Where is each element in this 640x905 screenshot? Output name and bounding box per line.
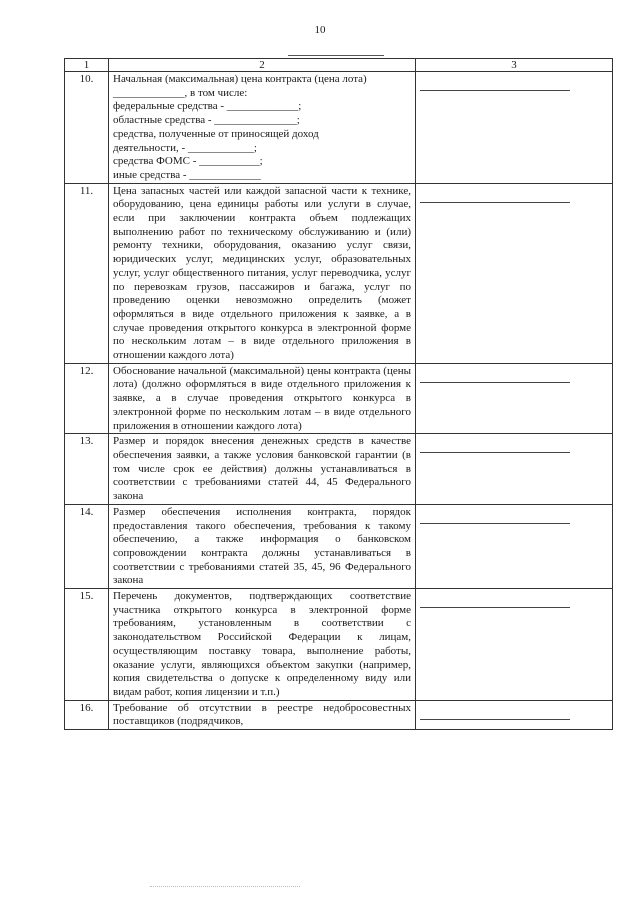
row-text-line: деятельности, - ____________;: [113, 141, 257, 154]
answer-cell[interactable]: [416, 363, 613, 434]
table-row: [65, 589, 613, 701]
answer-field[interactable]: [420, 590, 570, 608]
row-text: [109, 72, 416, 184]
answer-cell[interactable]: [416, 504, 613, 588]
answer-cell[interactable]: [416, 183, 613, 363]
answer-cell[interactable]: [416, 72, 613, 184]
row-text-line: иные средства - _____________: [113, 168, 261, 181]
row-text-line: средства, полученные от приносящей доход: [113, 127, 319, 140]
row-text-line: Начальная (максимальная) цена контракта (цена лота): [113, 73, 367, 85]
row-number: 11.: [65, 183, 109, 363]
scan-artifact-line: [150, 886, 300, 888]
answer-field[interactable]: [420, 506, 570, 524]
table-row: [65, 72, 613, 184]
header-rule: [288, 55, 384, 56]
row-text: Перечень документов, подтверждающих соответствие участника открытого конкурса в электронной форме требованиям, установленным в соответствии с законодательством Российской Федерации к лицам, осуществляющим поставку товара, выполнение работы, оказание услуги, являющихся объектом закупки (например, копия свидетельства о допуске к определенному виду или видам работ, копия лицензии и т.п.): [109, 589, 416, 701]
row-number: 15.: [65, 589, 109, 701]
answer-field[interactable]: [420, 702, 570, 720]
row-text-line: федеральные средства - _____________;: [113, 100, 302, 113]
page-number: 10: [314, 24, 326, 36]
row-text-line: областные средства - _______________;: [113, 114, 300, 127]
table-row: [65, 183, 613, 363]
row-text-line: _____________, в том числе:: [113, 86, 248, 99]
row-number: 14.: [65, 504, 109, 588]
row-text: Цена запасных частей или каждой запасной части к технике, оборудованию, цена единицы работы или услуги в случае, если при заключении контракта объем подлежащих выполнению работ по техническому обслуживанию и (или) ремонту техники, оборудования, оказанию услуг связи, юридических услуг, медицинских услуг, образовательных услуг, услуг общественного питания, услуг переводчика, услуг по перевозкам грузов, пассажиров и багажа, услуг по проведению оценки невозможно определить (может оформляться в виде отдельного приложения к заявке, а в случае проведения открытого конкурса в электронной форме по нескольким лотам – в виде отдельного приложения в отношении каждого лота): [109, 183, 416, 363]
answer-field[interactable]: [420, 73, 570, 91]
answer-field[interactable]: [420, 185, 570, 203]
row-text: Обоснование начальной (максимальной) цены контракта (цены лота) (должно оформляться в виде отдельного приложения к заявке, а в случае проведения открытого конкурса в электронной форме по нескольким лотам – в виде отдельного приложения в отношении каждого лота): [109, 363, 416, 434]
requirements-table-wrapper: [64, 58, 612, 730]
row-text: Размер и порядок внесения денежных средств в качестве обеспечения заявки, а также условия банковской гарантии (в том числе срок ее действия) должны устанавливаться в соответствии с требованиями статей 44, 45 Федерального закона: [109, 434, 416, 505]
table-row: [65, 363, 613, 434]
requirements-table: [64, 58, 613, 730]
answer-field[interactable]: [420, 435, 570, 453]
row-number: 13.: [65, 434, 109, 505]
row-text: Требование об отсутствии в реестре недобросовестных поставщиков (подрядчиков,: [109, 700, 416, 729]
table-row: [65, 504, 613, 588]
row-number: 10.: [65, 72, 109, 184]
answer-field[interactable]: [420, 365, 570, 383]
column-header-3: 3: [416, 59, 613, 72]
column-header-1: 1: [65, 59, 109, 72]
table-row: [65, 434, 613, 505]
table-header-row: [65, 59, 613, 72]
row-text-line: средства ФОМС - ___________;: [113, 155, 263, 168]
row-number: 16.: [65, 700, 109, 729]
row-text: Размер обеспечения исполнения контракта, порядок предоставления такого обеспечения, требования к такому обеспечению, а также информация о банковском сопровождении контракта должны устанавливаться в соответствии с требованиями статей 35, 45, 96 Федерального закона: [109, 504, 416, 588]
table-row: [65, 700, 613, 729]
answer-cell[interactable]: [416, 700, 613, 729]
column-header-2: 2: [109, 59, 416, 72]
answer-cell[interactable]: [416, 589, 613, 701]
answer-cell[interactable]: [416, 434, 613, 505]
row-number: 12.: [65, 363, 109, 434]
